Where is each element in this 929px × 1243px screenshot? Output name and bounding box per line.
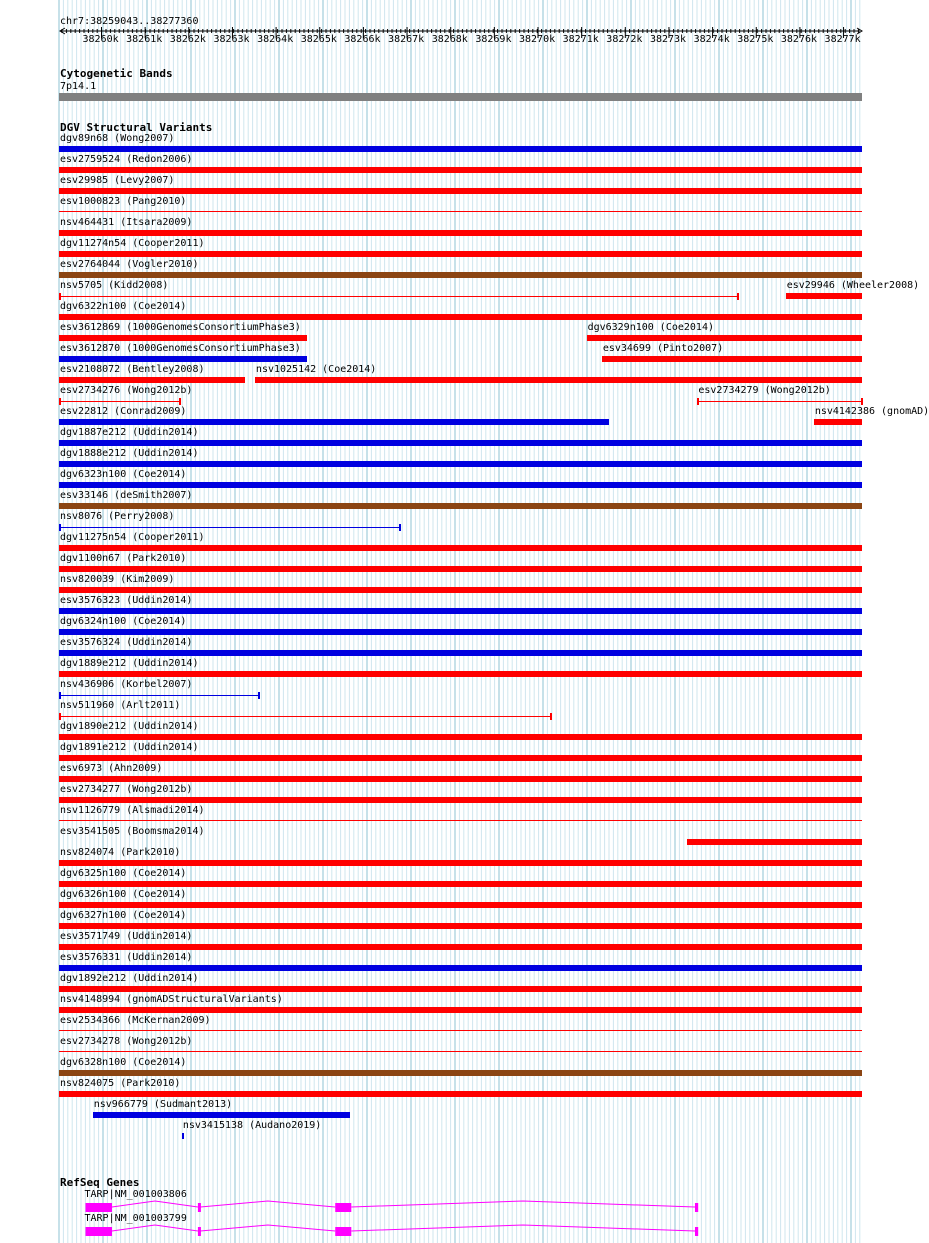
- refseq-exon: [335, 1227, 351, 1236]
- dgv-feature-bar[interactable]: [59, 716, 551, 717]
- dgv-feature-label[interactable]: esv3576324 (Uddin2014): [60, 637, 193, 648]
- dgv-feature-bar[interactable]: [59, 587, 862, 593]
- dgv-feature-label[interactable]: nsv966779 (Sudmant2013): [93, 1099, 233, 1110]
- refseq-intron: [200, 1225, 335, 1231]
- dgv-feature-label[interactable]: dgv6325n100 (Coe2014): [60, 868, 187, 879]
- dgv-feature-bar[interactable]: [59, 440, 862, 446]
- dgv-feature-bar[interactable]: [59, 650, 862, 656]
- cytoband-track-title: Cytogenetic Bands: [60, 67, 173, 80]
- dgv-feature-label[interactable]: dgv89n68 (Wong2007): [60, 133, 175, 144]
- ruler-tick-label: 38262k: [169, 34, 206, 45]
- dgv-feature-label[interactable]: esv3576323 (Uddin2014): [60, 595, 193, 606]
- dgv-feature-endcap: [59, 293, 61, 300]
- dgv-feature-bar[interactable]: [59, 734, 862, 740]
- dgv-feature-label[interactable]: esv33146 (deSmith2007): [60, 490, 193, 501]
- dgv-feature-label[interactable]: dgv6323n100 (Coe2014): [60, 469, 187, 480]
- dgv-feature-label[interactable]: esv29946 (Wheeler2008): [786, 280, 920, 291]
- dgv-feature-label[interactable]: nsv4148994 (gnomADStructuralVariants): [60, 994, 283, 1005]
- dgv-feature-bar[interactable]: [59, 695, 259, 696]
- dgv-feature-bar[interactable]: [59, 146, 862, 152]
- dgv-feature-bar[interactable]: [59, 335, 307, 341]
- dgv-feature-bar[interactable]: [59, 1091, 862, 1097]
- dgv-feature-bar[interactable]: [59, 377, 245, 383]
- dgv-feature-bar[interactable]: [59, 167, 862, 173]
- dgv-feature-label[interactable]: esv3576331 (Uddin2014): [60, 952, 193, 963]
- dgv-feature-label[interactable]: dgv11275n54 (Cooper2011): [60, 532, 205, 543]
- dgv-feature-bar[interactable]: [59, 860, 862, 866]
- refseq-transcript-label[interactable]: TARP|NM_001003806: [84, 1189, 187, 1200]
- dgv-feature-bar[interactable]: [59, 1007, 862, 1013]
- dgv-feature-bar[interactable]: [59, 545, 862, 551]
- refseq-transcript-label[interactable]: TARP|NM_001003799: [84, 1213, 187, 1224]
- dgv-feature-bar[interactable]: [59, 419, 609, 425]
- cytoband-bar[interactable]: [59, 93, 862, 101]
- refseq-exon: [198, 1203, 201, 1212]
- dgv-feature-label[interactable]: esv2534366 (McKernan2009): [60, 1015, 211, 1026]
- dgv-feature-bar[interactable]: [59, 629, 862, 635]
- dgv-feature-endcap: [399, 524, 401, 531]
- dgv-feature-bar[interactable]: [59, 211, 862, 212]
- dgv-feature-bar[interactable]: [59, 230, 862, 236]
- dgv-feature-bar[interactable]: [602, 356, 862, 362]
- dgv-feature-bar[interactable]: [59, 566, 862, 572]
- dgv-feature-endcap: [737, 293, 739, 300]
- dgv-feature-label[interactable]: dgv6322n100 (Coe2014): [60, 301, 187, 312]
- dgv-feature-label[interactable]: dgv6326n100 (Coe2014): [60, 889, 187, 900]
- dgv-feature-endcap: [258, 692, 260, 699]
- dgv-feature-label[interactable]: nsv5705 (Kidd2008): [60, 280, 169, 291]
- refseq-intron: [351, 1201, 695, 1207]
- dgv-feature-label[interactable]: esv3541505 (Boomsma2014): [60, 826, 205, 837]
- dgv-feature-bar[interactable]: [59, 902, 862, 908]
- dgv-feature-label[interactable]: nsv436906 (Korbel2007): [60, 679, 193, 690]
- ruler-tick-label: 38261k: [126, 34, 163, 45]
- refseq-exon: [695, 1203, 698, 1212]
- dgv-feature-label[interactable]: esv6973 (Ahn2009): [60, 763, 163, 774]
- ruler-tick-label: 38267k: [388, 34, 425, 45]
- dgv-feature-bar[interactable]: [687, 839, 862, 845]
- dgv-feature-bar[interactable]: [59, 755, 862, 761]
- ruler-tick-label: 38270k: [519, 34, 556, 45]
- dgv-feature-label[interactable]: nsv464431 (Itsara2009): [60, 217, 193, 228]
- dgv-feature-label[interactable]: esv2734276 (Wong2012b): [60, 385, 193, 396]
- dgv-feature-bar[interactable]: [59, 356, 307, 362]
- dgv-feature-bar[interactable]: [59, 251, 862, 257]
- dgv-feature-label[interactable]: esv2734277 (Wong2012b): [60, 784, 193, 795]
- refseq-transcript[interactable]: [0, 1200, 890, 1214]
- position-label: chr7:38259043..38277360: [60, 16, 199, 27]
- dgv-feature-bar[interactable]: [59, 296, 738, 297]
- refseq-exon: [198, 1227, 201, 1236]
- refseq-intron: [200, 1201, 335, 1207]
- refseq-exon: [85, 1227, 111, 1236]
- dgv-feature-label[interactable]: dgv6324n100 (Coe2014): [60, 616, 187, 627]
- ruler-tick-label: 38277k: [824, 34, 861, 45]
- ruler-tick-label: 38274k: [693, 34, 730, 45]
- dgv-feature-endcap: [59, 692, 61, 699]
- ruler-tick-label: 38266k: [344, 34, 381, 45]
- ruler-tick-label: 38272k: [606, 34, 643, 45]
- ruler-tick-label: 38269k: [475, 34, 512, 45]
- ruler-tick-label: 38264k: [257, 34, 294, 45]
- cytoband-label: 7p14.1: [60, 81, 97, 92]
- dgv-feature-label[interactable]: esv1000823 (Pang2010): [60, 196, 187, 207]
- dgv-feature-label[interactable]: dgv6328n100 (Coe2014): [60, 1057, 187, 1068]
- ruler-tick-label: 38276k: [780, 34, 818, 45]
- dgv-feature-bar[interactable]: [59, 881, 862, 887]
- dgv-feature-label[interactable]: nsv511960 (Arlt2011): [60, 700, 181, 711]
- ruler-tick-label: 38263k: [213, 34, 250, 45]
- refseq-intron: [351, 1225, 695, 1231]
- dgv-feature-bar[interactable]: [182, 1133, 184, 1139]
- dgv-feature-label[interactable]: nsv1126779 (Alsmadi2014): [60, 805, 205, 816]
- dgv-feature-bar[interactable]: [59, 1051, 862, 1052]
- dgv-feature-label[interactable]: dgv6329n100 (Coe2014): [587, 322, 714, 333]
- dgv-feature-endcap: [59, 713, 61, 720]
- dgv-feature-label[interactable]: dgv1889e212 (Uddin2014): [60, 658, 199, 669]
- dgv-feature-endcap: [59, 524, 61, 531]
- dgv-feature-label[interactable]: esv2734278 (Wong2012b): [60, 1036, 193, 1047]
- dgv-feature-label[interactable]: dgv1890e212 (Uddin2014): [60, 721, 199, 732]
- dgv-feature-label[interactable]: nsv4142386 (gnomAD): [814, 406, 929, 417]
- dgv-feature-bar[interactable]: [59, 482, 862, 488]
- dgv-feature-label[interactable]: dgv1887e212 (Uddin2014): [60, 427, 199, 438]
- ruler-tick-label: 38271k: [562, 34, 599, 45]
- dgv-feature-bar[interactable]: [59, 272, 862, 278]
- dgv-feature-label[interactable]: nsv824075 (Park2010): [60, 1078, 181, 1089]
- dgv-feature-label[interactable]: dgv1100n67 (Park2010): [60, 553, 187, 564]
- dgv-feature-label[interactable]: dgv1892e212 (Uddin2014): [60, 973, 199, 984]
- dgv-feature-label[interactable]: nsv820039 (Kim2009): [60, 574, 175, 585]
- dgv-feature-endcap: [697, 398, 699, 405]
- dgv-feature-label[interactable]: esv29985 (Levy2007): [60, 175, 175, 186]
- dgv-feature-bar[interactable]: [59, 776, 862, 782]
- dgv-feature-bar[interactable]: [814, 419, 862, 425]
- dgv-feature-label[interactable]: nsv8076 (Perry2008): [60, 511, 175, 522]
- dgv-feature-endcap: [59, 398, 61, 405]
- ruler-tick-label: 38275k: [737, 34, 774, 45]
- refseq-exon: [695, 1227, 698, 1236]
- dgv-feature-label[interactable]: nsv824074 (Park2010): [60, 847, 181, 858]
- dgv-feature-label[interactable]: esv3571749 (Uddin2014): [60, 931, 193, 942]
- dgv-feature-label[interactable]: dgv11274n54 (Cooper2011): [60, 238, 205, 249]
- dgv-feature-bar[interactable]: [255, 377, 862, 383]
- ruler-tick-label: 38268k: [431, 34, 468, 45]
- refseq-intron: [112, 1201, 198, 1207]
- dgv-feature-bar[interactable]: [59, 923, 862, 929]
- dgv-feature-label[interactable]: nsv3415138 (Audano2019): [182, 1120, 322, 1131]
- dgv-feature-label[interactable]: esv22812 (Conrad2009): [60, 406, 187, 417]
- dgv-feature-bar[interactable]: [59, 820, 862, 821]
- dgv-feature-label[interactable]: dgv1891e212 (Uddin2014): [60, 742, 199, 753]
- refseq-transcript[interactable]: [0, 1224, 890, 1238]
- dgv-feature-label[interactable]: esv2108072 (Bentley2008): [60, 364, 205, 375]
- dgv-feature-bar[interactable]: [59, 671, 862, 677]
- refseq-exon: [85, 1203, 111, 1212]
- dgv-track-title: DGV Structural Variants: [60, 121, 213, 134]
- dgv-feature-bar[interactable]: [59, 944, 862, 950]
- refseq-exon: [335, 1203, 351, 1212]
- dgv-feature-label[interactable]: esv2734279 (Wong2012b): [698, 385, 831, 396]
- dgv-feature-bar[interactable]: [59, 188, 862, 194]
- dgv-feature-bar[interactable]: [59, 965, 862, 971]
- ruler-tick-label: 38265k: [300, 34, 337, 45]
- dgv-feature-endcap: [861, 398, 863, 405]
- dgv-feature-label[interactable]: esv3612869 (1000GenomesConsortiumPhase3): [60, 322, 301, 333]
- dgv-feature-endcap: [179, 398, 181, 405]
- dgv-feature-bar[interactable]: [59, 1030, 862, 1031]
- dgv-feature-bar[interactable]: [59, 314, 862, 320]
- dgv-feature-bar[interactable]: [59, 401, 180, 402]
- ruler-tick-label: 38273k: [649, 34, 687, 45]
- dgv-feature-bar[interactable]: [59, 797, 862, 803]
- dgv-feature-bar[interactable]: [93, 1112, 351, 1118]
- dgv-feature-bar[interactable]: [786, 293, 862, 299]
- dgv-feature-bar[interactable]: [59, 986, 862, 992]
- dgv-feature-label[interactable]: esv3612870 (1000GenomesConsortiumPhase3): [60, 343, 301, 354]
- dgv-feature-bar[interactable]: [587, 335, 862, 341]
- dgv-feature-label[interactable]: nsv1025142 (Coe2014): [255, 364, 377, 375]
- refseq-intron: [112, 1225, 198, 1231]
- dgv-feature-bar[interactable]: [59, 527, 400, 528]
- dgv-feature-label[interactable]: esv34699 (Pinto2007): [602, 343, 724, 354]
- dgv-feature-bar[interactable]: [59, 461, 862, 467]
- dgv-feature-label[interactable]: esv2764044 (Vogler2010): [60, 259, 199, 270]
- dgv-feature-label[interactable]: dgv6327n100 (Coe2014): [60, 910, 187, 921]
- dgv-feature-bar[interactable]: [59, 1070, 862, 1076]
- dgv-feature-bar[interactable]: [59, 608, 862, 614]
- dgv-feature-label[interactable]: esv2759524 (Redon2006): [60, 154, 193, 165]
- dgv-feature-label[interactable]: dgv1888e212 (Uddin2014): [60, 448, 199, 459]
- dgv-feature-bar[interactable]: [59, 503, 862, 509]
- refseq-track-title: RefSeq Genes: [60, 1176, 140, 1189]
- ruler-tick-label: 38260k: [82, 34, 119, 45]
- dgv-feature-endcap: [550, 713, 552, 720]
- dgv-feature-bar[interactable]: [697, 401, 862, 402]
